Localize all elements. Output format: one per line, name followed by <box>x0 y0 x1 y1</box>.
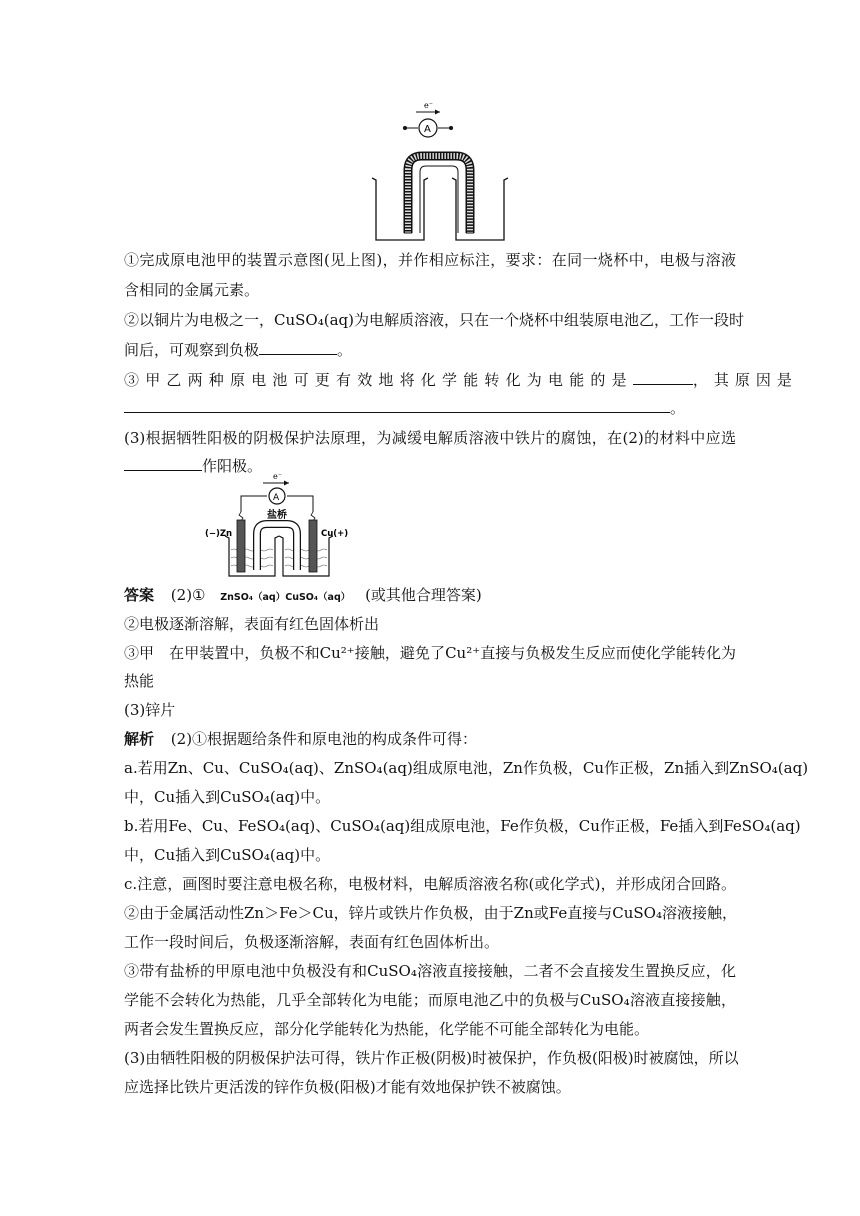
ammeter-label: A <box>273 493 280 503</box>
question-2-line-1: ②以铜片为电极之一，CuSO₄(aq)为电解质溶液，只在一个烧杯中组装原电池乙，工作一段时 <box>124 311 744 329</box>
analysis-b-line-2: 中，Cu插入到CuSO₄(aq)中。 <box>124 846 331 864</box>
analysis-a-line-2: 中，Cu插入到CuSO₄(aq)中。 <box>124 788 331 806</box>
question-4-line-1: (3)根据牺牲阳极的阴极保护法原理，为减缓电解质溶液中铁片的腐蚀，在(2)的材料中应选 <box>124 429 736 447</box>
question-1-line-2: 含相同的金属元素。 <box>124 281 260 299</box>
analysis-p3-line-3: 两者会发生置换反应，部分化学能转化为热能，化学能不可能全部转化为电能。 <box>124 1020 650 1038</box>
electron-label: e⁻ <box>273 472 282 481</box>
question-3-tail: ，其原因是 <box>692 371 798 389</box>
analysis-p2-line-1: ②由于金属活动性Zn＞Fe＞Cu，锌片或铁片作负极，由于Zn或Fe直接与CuSO₄溶液接触， <box>124 904 737 922</box>
left-solution-label: ZnSO₄（aq） <box>220 592 286 603</box>
answer-3-line-1: ③甲 在甲装置中，负极不和Cu²⁺接触，避免了Cu²⁺直接与负极发生反应而使化学能转化为 <box>124 644 736 662</box>
analysis-heading: 解析 <box>124 730 155 748</box>
question-3-line-1 <box>124 370 798 390</box>
ammeter-label: A <box>424 124 431 135</box>
answer-3-line-2: 热能 <box>124 672 155 690</box>
answer-blank-4[interactable] <box>124 456 202 471</box>
question-3-line-2 <box>124 398 736 418</box>
analysis-intro-line <box>124 729 736 749</box>
salt-bridge <box>257 524 297 570</box>
analysis-c-line: c.注意，画图时要注意电极名称，电极材料，电解质溶液名称(或化学式)，并形成闭合回路。 <box>124 875 736 893</box>
analysis-intro: (2)①根据题给条件和原电池的构成条件可得： <box>170 730 478 748</box>
right-electrode-label: Cu(+) <box>321 529 349 539</box>
analysis-b-line-1: b.若用Fe、Cu、FeSO₄(aq)、CuSO₄(aq)组成原电池，Fe作负极，Cu作正极，Fe插入到FeSO₄(aq) <box>124 817 801 835</box>
question-3-text: ③甲乙两种原电池可更有效地将化学能转化为电能的是 <box>124 371 633 389</box>
analysis-p4-line-2: 应选择比铁片更活泼的锌作负极(阳极)才能有效地保护铁不被腐蚀。 <box>124 1078 571 1096</box>
answer-heading: 答案 <box>124 586 155 604</box>
zinc-electrode <box>237 520 245 572</box>
analysis-p3-line-2: 学能不会转化为热能，几乎全部转化为电能；而原电池乙中的负极与CuSO₄溶液直接接触， <box>124 991 736 1009</box>
left-beaker <box>225 536 279 576</box>
salt-bridge <box>408 156 470 233</box>
figure-answer-cell <box>205 470 355 582</box>
answer-blank-2[interactable] <box>633 370 693 385</box>
right-beaker <box>279 536 333 576</box>
question-2-line-2: 间后，可观察到负极 。 <box>124 341 353 359</box>
analysis-p4-line-1: (3)由牺牲阳极的阴极保护法可得，铁片作正极(阴极)时被保护，作负极(阳极)时被腐蚀，所以 <box>124 1049 739 1067</box>
right-solution-label: CuSO₄（aq） <box>285 592 351 603</box>
analysis-p3-line-1: ③带有盐桥的甲原电池中负极没有和CuSO₄溶液直接接触，二者不会直接发生置换反应，化 <box>124 962 736 980</box>
analysis-a-line-1: a.若用Zn、Cu、CuSO₄(aq)、ZnSO₄(aq)组成原电池，Zn作负极，Cu作正极，Zn插入到ZnSO₄(aq) <box>124 759 809 777</box>
answer-line-1 <box>124 585 736 608</box>
period: 。 <box>670 399 686 417</box>
copper-electrode <box>309 520 317 572</box>
salt-bridge-label: 盐桥 <box>267 510 287 521</box>
question-1-line-1: ①完成原电池甲的装置示意图(见上图)，并作相应标注，要求：在同一烧杯中，电极与溶液 <box>124 251 736 269</box>
answer-1-suffix: (或其他合理答案) <box>365 586 482 604</box>
answer-1-prefix: (2)① <box>170 586 206 604</box>
question-2-text: 间后，可观察到负极 <box>124 341 260 359</box>
answer-blank-1[interactable] <box>259 340 337 355</box>
answer-4: (3)锌片 <box>124 701 176 719</box>
left-electrode-label: (−)Zn <box>205 529 233 539</box>
figure-incomplete-cell <box>368 98 518 246</box>
answer-2: ②电极逐渐溶解，表面有红色固体析出 <box>124 615 380 633</box>
electron-label: e⁻ <box>424 101 433 110</box>
analysis-p2-line-2: 工作一段时间后，负极逐渐溶解，表面有红色固体析出。 <box>124 933 500 951</box>
answer-blank-3[interactable] <box>124 398 670 413</box>
question-4-text: 作阳极。 <box>202 457 263 475</box>
right-beaker <box>452 178 508 240</box>
